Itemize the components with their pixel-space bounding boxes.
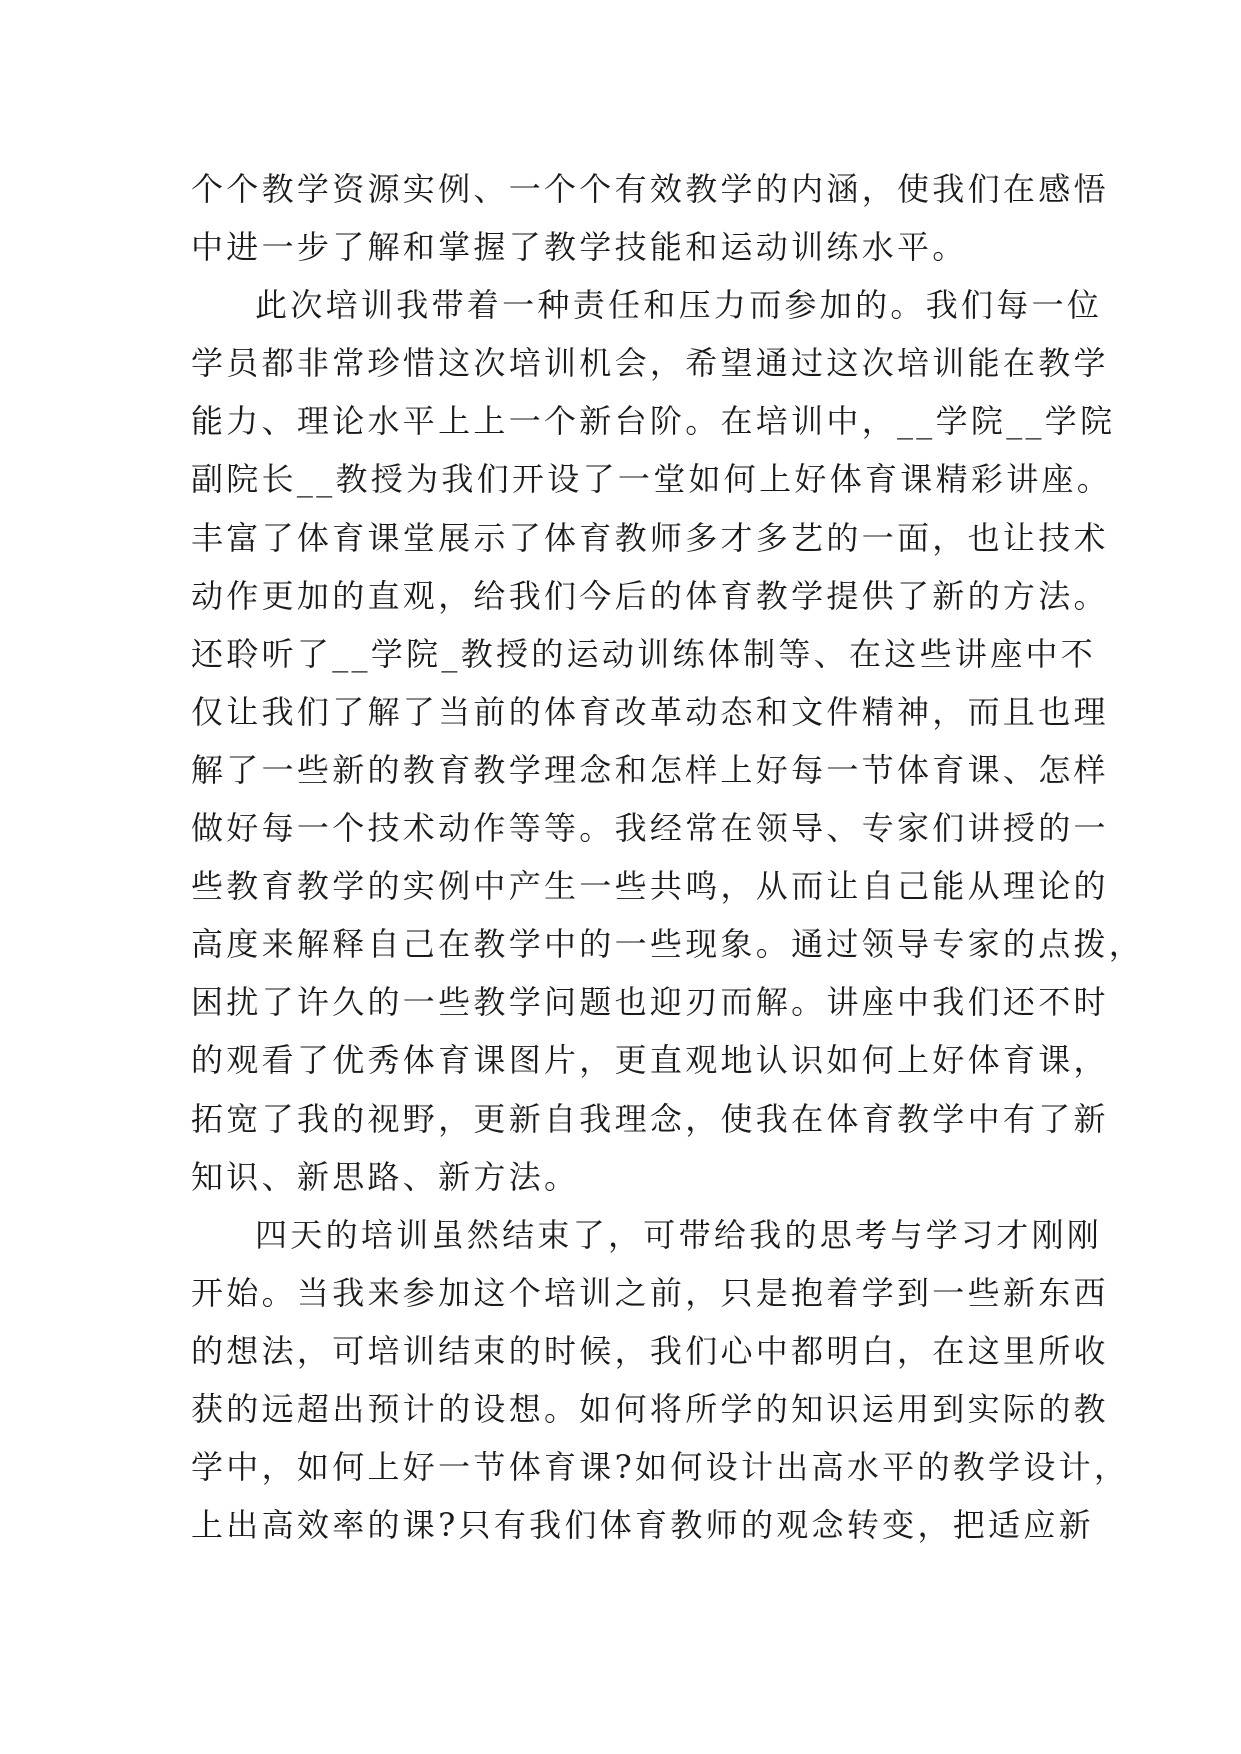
- paragraph-start-line: 此次培训我带着一种责任和压力而参加的。我们每一位: [255, 286, 1103, 325]
- text-line: 解了一些新的教育教学理念和怎样上好每一节体育课、怎样: [191, 750, 1109, 789]
- text-line: 学中，如何上好一节体育课?如何设计出高水平的教学设计，: [191, 1448, 1130, 1487]
- text-line: 知识、新思路、新方法。: [191, 1157, 580, 1196]
- text-line: 些教育教学的实例中产生一些共鸣，从而让自己能从理论的: [191, 867, 1109, 906]
- text-line: 学员都非常珍惜这次培训机会，希望通过这次培训能在教学: [191, 344, 1109, 383]
- text-line: 仅让我们了解了当前的体育改革动态和文件精神，而且也理: [191, 692, 1109, 731]
- text-line: 个个教学资源实例、一个个有效教学的内涵，使我们在感悟: [191, 170, 1109, 208]
- text-line: 做好每一个技术动作等等。我经常在领导、专家们讲授的一: [191, 809, 1109, 848]
- text-line: 获的远超出预计的设想。如何将所学的知识运用到实际的教: [191, 1389, 1109, 1428]
- text-line: 的观看了优秀体育课图片，更直观地认识如何上好体育课，: [191, 1041, 1109, 1080]
- text-line: 开始。当我来参加这个培训之前，只是抱着学到一些新东西: [191, 1273, 1109, 1312]
- text-line: 高度来解释自己在教学中的一些现象。通过领导专家的点拨，: [191, 925, 1145, 964]
- text-line: 能力、理论水平上上一个新台阶。在培训中，__学院__学院: [191, 402, 1116, 441]
- text-line: 丰富了体育课堂展示了体育教师多才多艺的一面，也让技术: [191, 518, 1109, 557]
- text-line: 还聆听了__学院_教授的运动训练体制等、在这些讲座中不: [191, 634, 1097, 673]
- text-line: 拓宽了我的视野，更新自我理念，使我在体育教学中有了新: [191, 1099, 1109, 1138]
- text-line: 中进一步了解和掌握了教学技能和运动训练水平。: [191, 228, 968, 267]
- text-line: 动作更加的直观，给我们今后的体育教学提供了新的方法。: [191, 576, 1109, 615]
- document-body: [191, 160, 1145, 1554]
- text-line: 上出高效率的课?只有我们体育教师的观念转变，把适应新: [191, 1506, 1094, 1545]
- paragraph-start-line: 四天的培训虽然结束了，可带给我的思考与学习才刚刚: [255, 1215, 1103, 1254]
- text-line: 的想法，可培训结束的时候，我们心中都明白，在这里所收: [191, 1331, 1109, 1370]
- text-line: 困扰了许久的一些教学问题也迎刃而解。讲座中我们还不时: [191, 983, 1109, 1022]
- text-line: 副院长__教授为我们开设了一堂如何上好体育课精彩讲座。: [191, 460, 1113, 499]
